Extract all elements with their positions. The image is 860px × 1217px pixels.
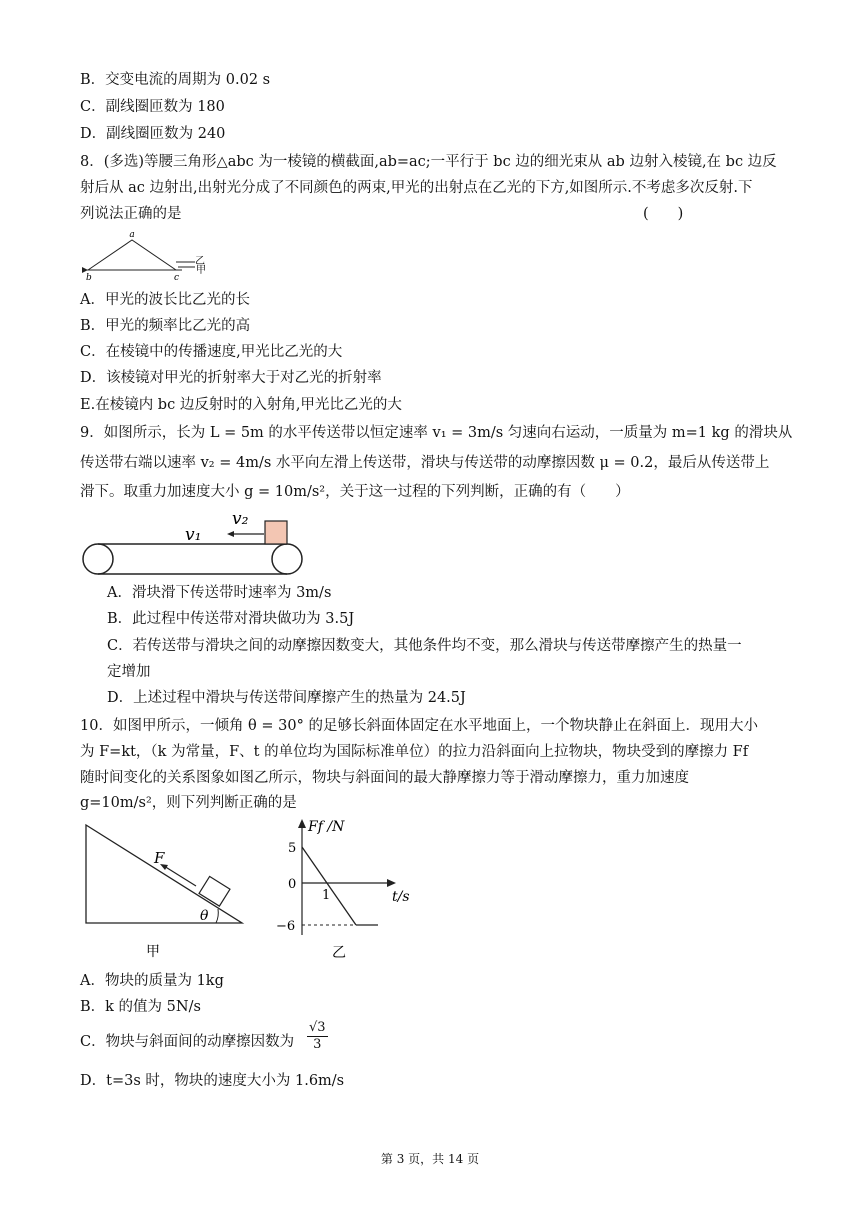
q9-option-d: D．上述过程中滑块与传送带间摩擦产生的热量为 24.5J xyxy=(107,690,466,706)
q8-answer-bracket: ( ) xyxy=(643,206,684,222)
graph-tick-x1: 1 xyxy=(322,888,331,903)
friction-time-graph xyxy=(268,815,418,965)
prism-label-b: b xyxy=(86,273,92,282)
graph-tick-yneg6: −6 xyxy=(276,919,296,934)
graph-caption: 乙 xyxy=(332,945,346,961)
graph-xlabel: t/s xyxy=(392,889,410,905)
incline-figure xyxy=(84,823,249,963)
q8-option-e: E.在棱镜内 bc 边反射时的入射角,甲光比乙光的大 xyxy=(80,397,402,413)
graph-tick-y5: 5 xyxy=(288,841,297,856)
q8-option-d: D．该棱镜对甲光的折射率大于对乙光的折射率 xyxy=(80,370,382,386)
q8-stem-line2: 射后从 ac 边射出,出射光分成了不同颜色的两束,甲光的出射点在乙光的下方,如图所示.不考虑多次反射.下 xyxy=(80,180,753,196)
prism-label-c: c xyxy=(174,273,180,282)
graph-tick-y0: 0 xyxy=(288,877,297,892)
page-footer: 第 3 页，共 14 页 xyxy=(380,1152,480,1166)
conveyor-label-v1: v₁ xyxy=(185,525,202,545)
incline-caption: 甲 xyxy=(146,944,160,960)
conveyor-label-v2: v₂ xyxy=(232,509,249,529)
q9-stem-line1: 9．如图所示，长为 L = 5m 的水平传送带以恒定速率 v₁ = 3m/s 匀速向右运动，一质量为 m=1 kg 的滑块从 xyxy=(80,425,793,441)
q10-option-a: A．物块的质量为 1kg xyxy=(80,973,224,989)
q8-option-b: B．甲光的频率比乙光的高 xyxy=(80,318,251,334)
prism-label-jia: 甲 xyxy=(196,265,206,276)
slider-block xyxy=(265,521,287,544)
q9-option-c-line2: 定增加 xyxy=(107,664,151,680)
q10-stem-line4: g=10m/s²，则下列判断正确的是 xyxy=(80,795,297,811)
q9-stem-line2: 传送带右端以速率 v₂ = 4m/s 水平向左滑上传送带，滑块与传送带的动摩擦因数 μ = 0.2，最后从传送带上 xyxy=(80,455,770,471)
q9-stem-line3: 滑下。取重力加速度大小 g = 10m/s²，关于这一过程的下列判断，正确的有（ ） xyxy=(80,484,630,500)
q9-option-b: B．此过程中传送带对滑块做功为 3.5J xyxy=(107,611,355,627)
q10-option-d: D．t=3s 时，物块的速度大小为 1.6m/s xyxy=(80,1073,345,1089)
incline-label-theta: θ xyxy=(200,908,209,924)
q10-option-c-fraction xyxy=(307,1020,328,1053)
q8-stem-line1: 8．(多选)等腰三角形△abc 为一棱镜的横截面,ab=ac;一平行于 bc 边的细光束从 ab 边射入棱镜,在 bc 边反 xyxy=(80,154,777,170)
q7-option-d: D．副线圈匝数为 240 xyxy=(80,126,226,142)
q10-option-c: C．物块与斜面间的动摩擦因数为 xyxy=(80,1034,295,1050)
q9-option-a: A．滑块滑下传送带时速率为 3m/s xyxy=(107,585,332,601)
fraction-denominator: 3 xyxy=(313,1037,322,1052)
q10-stem-line3: 随时间变化的关系图象如图乙所示，物块与斜面间的最大静摩擦力等于滑动摩擦力，重力加速度 xyxy=(80,770,689,786)
q9-option-c-line1: C．若传送带与滑块之间的动摩擦因数变大，其他条件均不变，那么滑块与传送带摩擦产生的热量一 xyxy=(107,638,742,654)
q7-option-c: C．副线圈匝数为 180 xyxy=(80,99,225,115)
q8-option-c: C．在棱镜中的传播速度,甲光比乙光的大 xyxy=(80,344,343,360)
q8-option-a: A．甲光的波长比乙光的长 xyxy=(80,292,250,308)
prism-figure xyxy=(80,228,210,282)
prism-label-a: a xyxy=(129,230,135,240)
incline-label-f: F xyxy=(154,849,165,867)
conveyor-figure xyxy=(82,507,307,579)
graph-ylabel: Ff /N xyxy=(308,819,345,835)
q10-option-b: B．k 的值为 5N/s xyxy=(80,999,201,1015)
q8-stem-line3: 列说法正确的是 xyxy=(80,206,182,222)
fraction-numerator: √3 xyxy=(309,1020,326,1035)
q7-option-b: B．交变电流的周期为 0.02 s xyxy=(80,72,271,88)
q10-stem-line1: 10．如图甲所示，一倾角 θ = 30° 的足够长斜面体固定在水平地面上，一个物块静止在斜面上．现用大小 xyxy=(80,718,758,734)
q10-stem-line2: 为 F=kt，（k 为常量，F、t 的单位均为国际标准单位）的拉力沿斜面向上拉物块，物块受到的摩擦力 Ff xyxy=(80,744,749,760)
prism-label-yi: 乙 xyxy=(195,256,205,267)
